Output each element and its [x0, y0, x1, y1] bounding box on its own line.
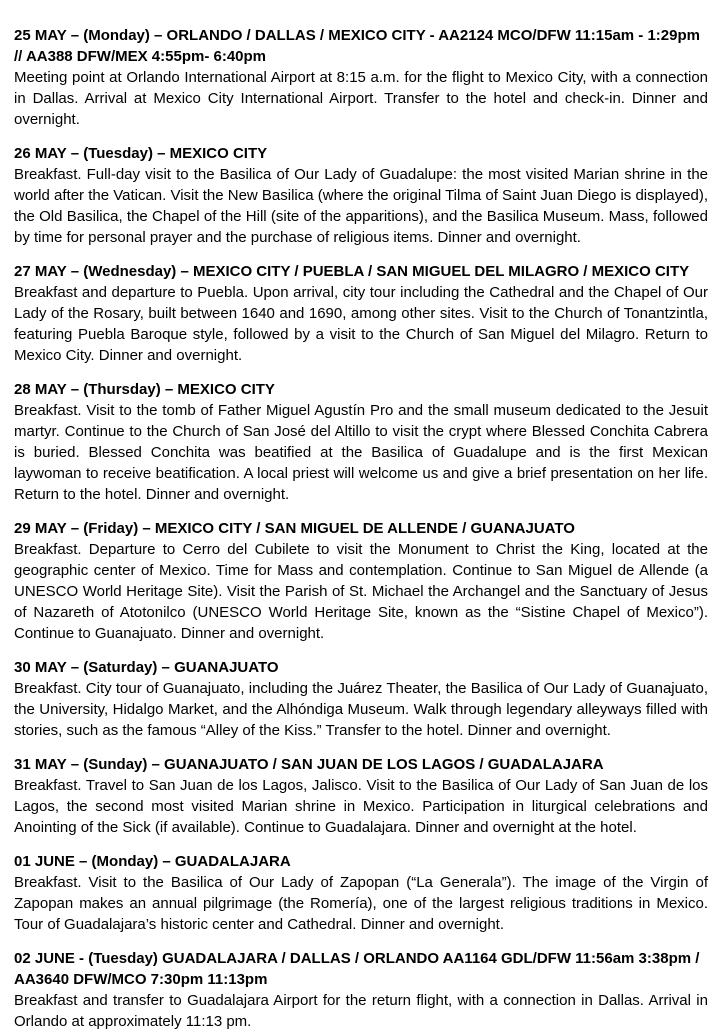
day-description: Breakfast. Travel to San Juan de los Lagos, Jalisco. Visit to the Basilica of Our Lady of San Juan de los Lagos, the second most visited Marian shrine in Mexico. Participation in liturgical celebrations and Anointing of the Sick (if available). Continue to Guadalajara. Dinner and overnight at the hotel.	[14, 777, 708, 836]
itinerary-day-section	[14, 143, 708, 248]
day-description: Breakfast and departure to Puebla. Upon arrival, city tour including the Cathedral and the Chapel of Our Lady of the Rosary, built between 1640 and 1690, among other sites. Visit to the Church of Tonantzintla, featuring Puebla Baroque style, followed by a visit to the Church of San Miguel del Milagro. Return to Mexico City. Dinner and overnight.	[14, 284, 708, 364]
day-description: Breakfast. Visit to the tomb of Father Miguel Agustín Pro and the small museum dedicated to the Jesuit martyr. Continue to the Church of San José del Altillo to visit the crypt where Blessed Conchita Cabrera is buried. Blessed Conchita was beatified at the Basilica of Guadalupe and is the first Mexican laywoman to receive beatification. A local priest will welcome us and give a brief presentation on her life. Return to the hotel. Dinner and overnight.	[14, 402, 708, 503]
day-description: Breakfast. Full-day visit to the Basilica of Our Lady of Guadalupe: the most visited Marian shrine in the world after the Vatican. Visit the New Basilica (where the original Tilma of Saint Juan Diego is displayed), the Old Basilica, the Chapel of the Hill (site of the apparitions), and the Basilica Museum. Mass, followed by time for personal prayer and the purchase of religious items. Dinner and overnight.	[14, 166, 708, 246]
day-heading: 25 MAY – (Monday) – ORLANDO / DALLAS / MEXICO CITY - AA2124 MCO/DFW 11:15am - 1:29pm // AA388 DFW/MEX 4:55pm- 6:40pm	[14, 27, 700, 65]
itinerary-day-section	[14, 518, 708, 644]
day-description: Breakfast. Visit to the Basilica of Our Lady of Zapopan (“La Generala”). The image of the Virgin of Zapopan makes an annual pilgrimage (the Romería), one of the largest religious traditions in Mexico. Tour of Guadalajara’s historic center and Cathedral. Dinner and overnight.	[14, 874, 708, 933]
itinerary-day-section	[14, 754, 708, 838]
day-description: Breakfast and transfer to Guadalajara Airport for the return flight, with a connection in Dallas. Arrival in Orlando at approximately 11:13 pm.	[14, 992, 708, 1030]
day-description: Meeting point at Orlando International Airport at 8:15 a.m. for the flight to Mexico City, with a connection in Dallas. Arrival at Mexico City International Airport. Transfer to the hotel and check-in. Dinner and overnight.	[14, 69, 708, 128]
itinerary-day-section	[14, 948, 708, 1032]
itinerary-day-section	[14, 25, 708, 130]
day-heading: 01 JUNE – (Monday) – GUADALAJARA	[14, 853, 291, 870]
day-heading: 27 MAY – (Wednesday) – MEXICO CITY / PUEBLA / SAN MIGUEL DEL MILAGRO / MEXICO CITY	[14, 263, 690, 280]
day-description: Breakfast. City tour of Guanajuato, including the Juárez Theater, the Basilica of Our Lady of Guanajuato, the University, Hidalgo Market, and the Alhóndiga Museum. Walk through legendary alleyways filled with stories, such as the famous “Alley of the Kiss.” Transfer to the hotel. Dinner and overnight.	[14, 680, 708, 739]
day-heading: 26 MAY – (Tuesday) – MEXICO CITY	[14, 145, 268, 162]
itinerary-day-section	[14, 379, 708, 505]
day-heading: 02 JUNE - (Tuesday) GUADALAJARA / DALLAS / ORLANDO AA1164 GDL/DFW 11:56am 3:38pm / AA3640 DFW/MCO 7:30pm 11:13pm	[14, 950, 700, 988]
itinerary-day-section	[14, 851, 708, 935]
day-heading: 29 MAY – (Friday) – MEXICO CITY / SAN MIGUEL DE ALLENDE / GUANAJUATO	[14, 520, 575, 537]
day-heading: 28 MAY – (Thursday) – MEXICO CITY	[14, 381, 275, 398]
day-heading: 30 MAY – (Saturday) – GUANAJUATO	[14, 659, 279, 676]
day-description: Breakfast. Departure to Cerro del Cubilete to visit the Monument to Christ the King, located at the geographic center of Mexico. Time for Mass and contemplation. Continue to San Miguel de Allende (a UNESCO World Heritage Site). Visit the Parish of St. Michael the Archangel and the Sanctuary of Jesus of Nazareth of Atotonilco (UNESCO World Heritage Site, known as the “Sistine Chapel of Mexico”). Continue to Guanajuato. Dinner and overnight.	[14, 541, 708, 642]
itinerary-day-section	[14, 657, 708, 741]
day-heading: 31 MAY – (Sunday) – GUANAJUATO / SAN JUAN DE LOS LAGOS / GUADALAJARA	[14, 756, 604, 773]
itinerary-day-section	[14, 261, 708, 366]
